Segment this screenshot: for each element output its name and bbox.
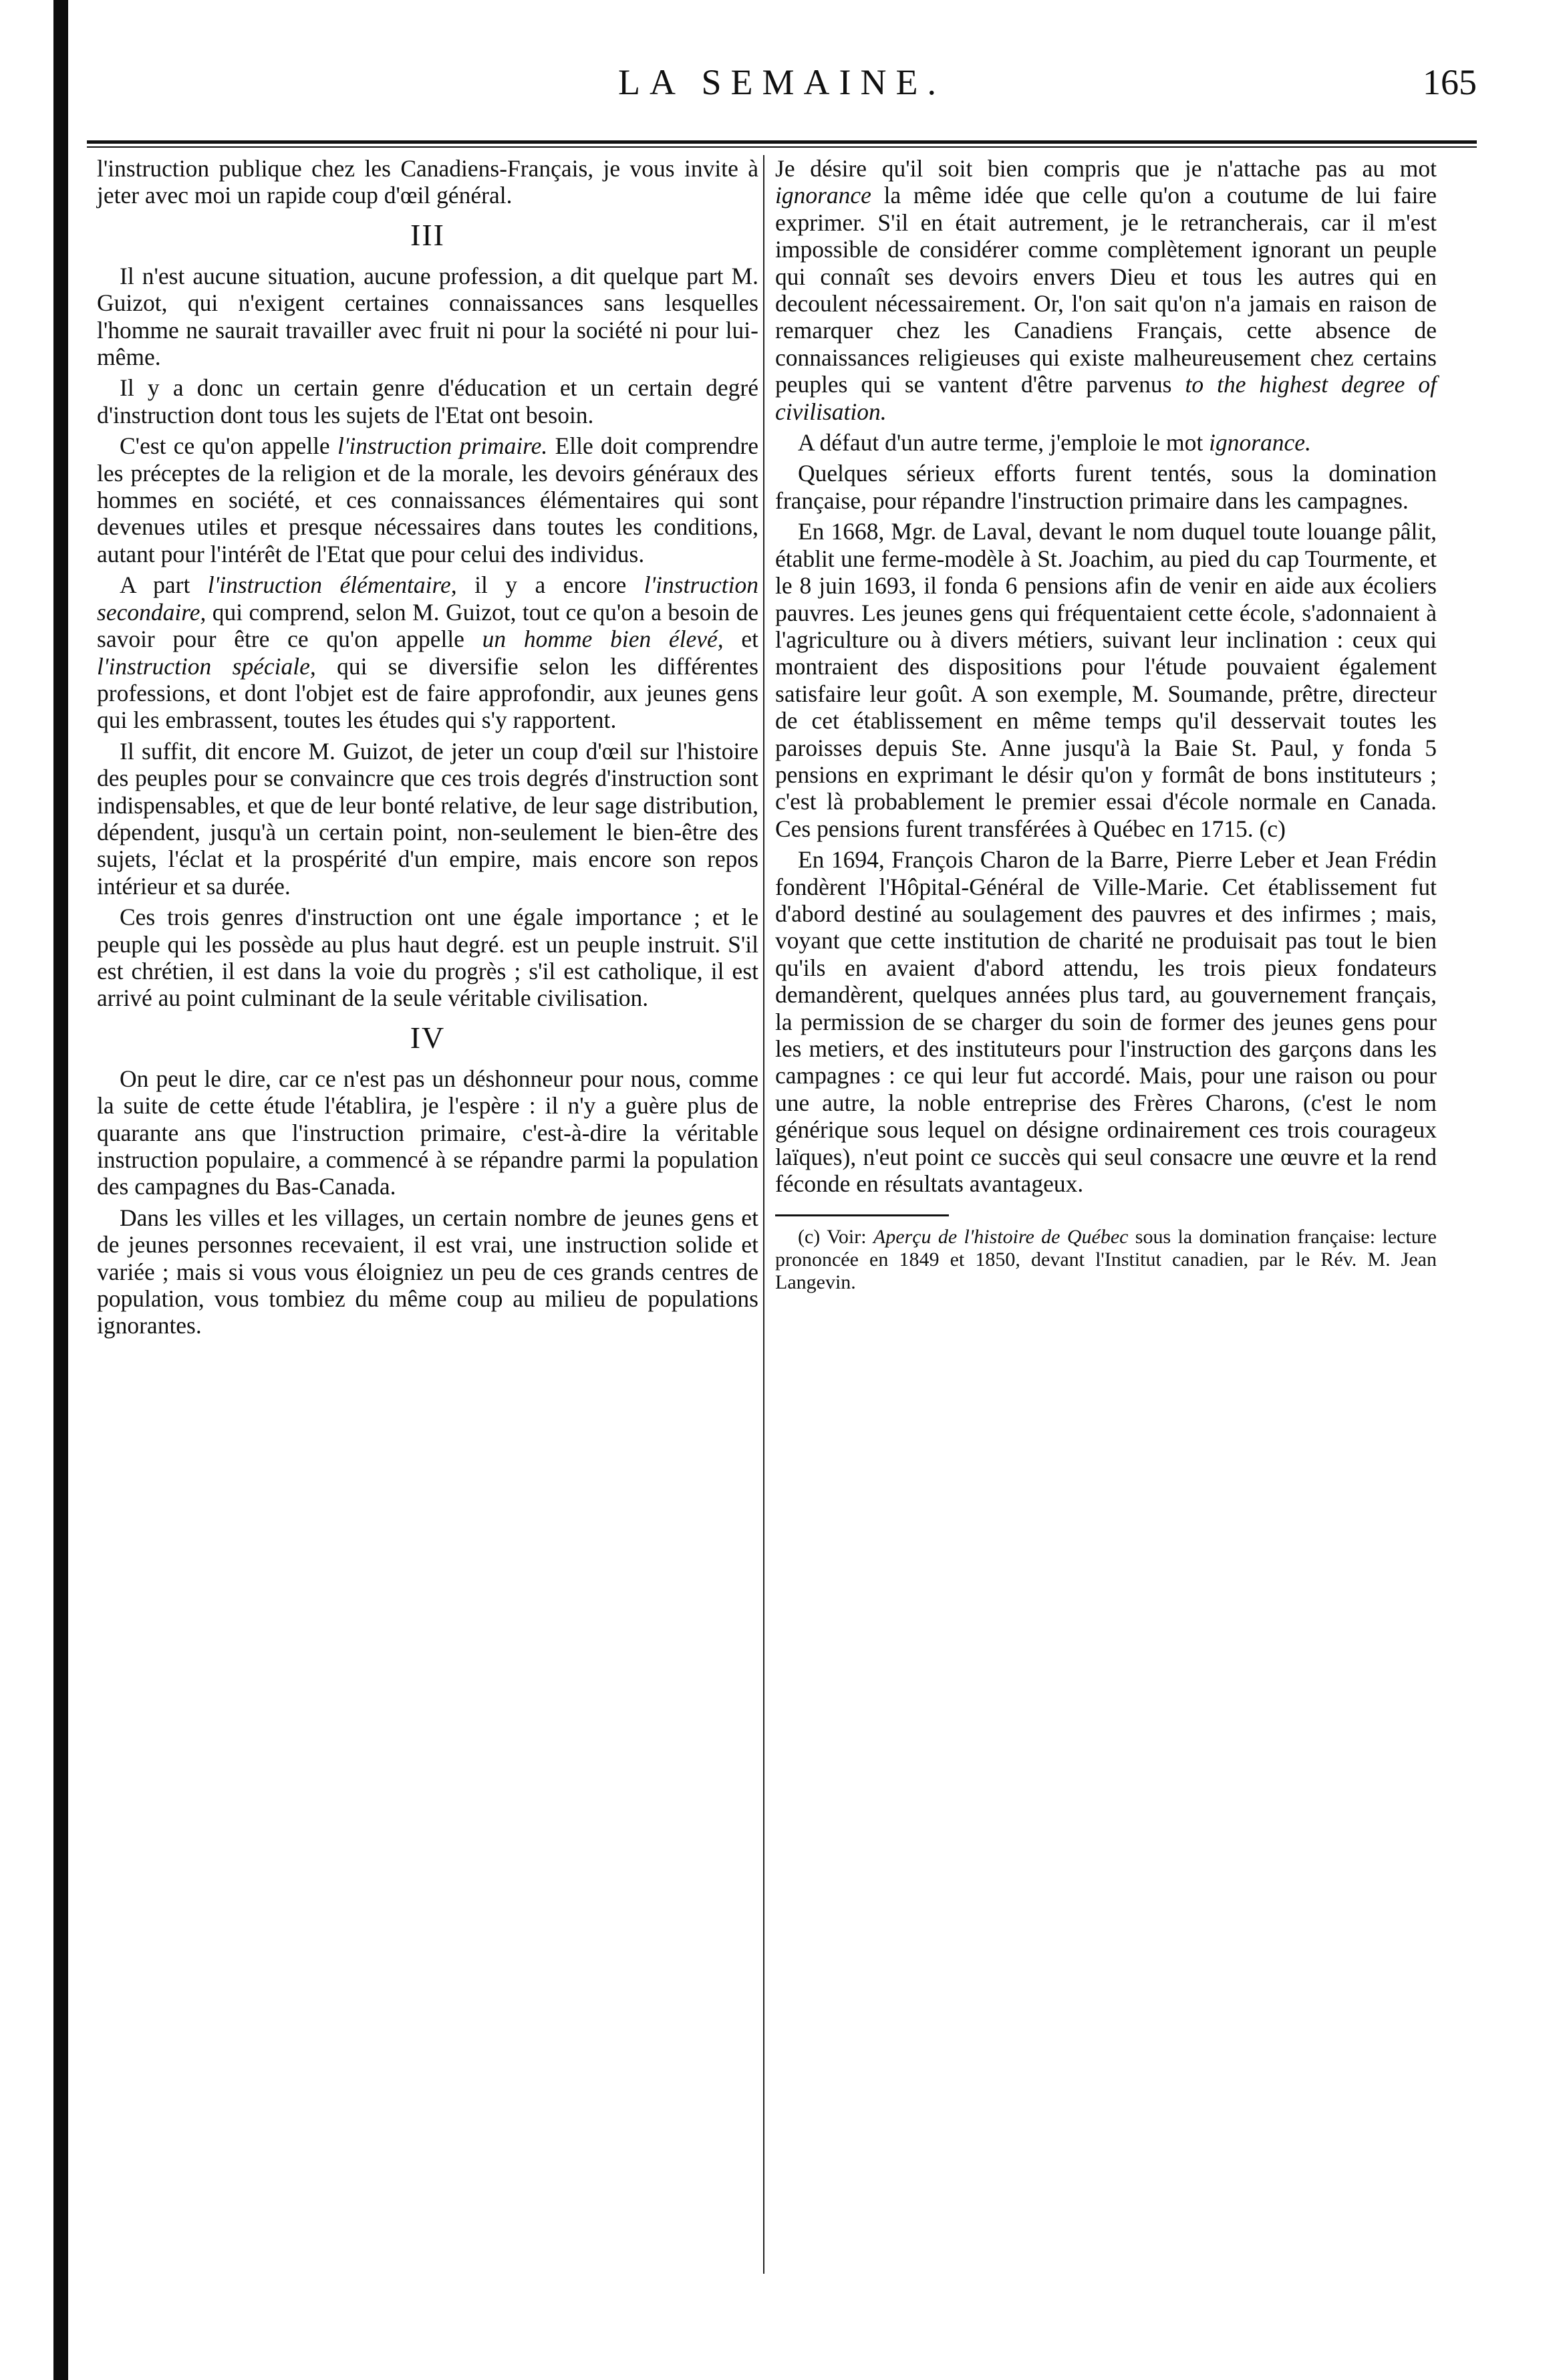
italic-term: ignorance bbox=[775, 182, 871, 209]
right-column bbox=[775, 155, 1437, 1298]
italic-term: to the highest degree of civilisation. bbox=[775, 371, 1437, 425]
italic-term: un homme bien élevé, bbox=[482, 626, 724, 653]
paragraph: l'instruction publique chez les Canadiens-Français, je vous invite à jeter avec moi un rapide coup d'œil général. bbox=[97, 155, 758, 209]
paragraph: En 1694, François Charon de la Barre, Pierre Leber et Jean Frédin fondèrent l'Hôpital-Général de Ville-Marie. Cet établissement fut d'abord destiné au soulagement des pauvres et des infirmes ; mais, voyant que cette institution de charité ne produisait pas tout le bien qu'ils en avaient d'abord attendu, les trois pieux fondateurs demandèrent, quelques années plus tard, au gouvernement français, la permission de se charger du soin de former des jeunes gens pour les metiers, et des instituteurs pour l'instruction des garçons dans les campagnes : ce qui leur fut accordé. Mais, pour une raison ou pour une autre, la noble entreprise des Frères Charons, (c'est le nom générique sous lequel on désigne ordinairement ces trois courageux laïques), n'eut point ce succès qui seul consacre une œuvre et la rend féconde en résultats avantageux. bbox=[775, 846, 1437, 1198]
italic-term: l'instruction élémentaire, bbox=[207, 571, 457, 599]
running-title: LA SEMAINE. bbox=[618, 62, 946, 102]
paragraph: Ces trois genres d'instruction ont une égale importance ; et le peuple qui les possède au plus haut degré. est un peuple instruit. S'il est chrétien, il est dans la voie du progrès ; s'il est catholique, il est arrivé au point culminant de la seule véritable civilisation. bbox=[97, 904, 758, 1012]
paragraph bbox=[775, 155, 1437, 425]
text-run: Elle doit comprendre les préceptes de la religion et de la morale, les devoirs généraux des hommes en société, et ces connaissances élémentaires qui sont devenues utiles et presque nécessaires dans toutes les conditions, autant pour l'intérêt de l'Etat que pour celui des individus. bbox=[97, 432, 758, 567]
text-run: la même idée que celle qu'on a coutume de lui faire exprimer. S'il en était autrement, je le retrancherais, car il m'est impossible de considérer comme complètement ignorant un peuple qui connaît ses devoirs envers Dieu et tous les autres qui en decoulent nécessairement. Or, l'on sait qu'on n'a jamais en raison de remarquer chez les Canadiens Français, cette absence de connaissances religieuses qui existe malheureusement chez certains peuples qui se vantent d'être parvenus bbox=[775, 182, 1437, 398]
paragraph bbox=[97, 432, 758, 567]
text-run: et bbox=[723, 626, 759, 653]
footnote-rule bbox=[775, 1214, 949, 1216]
left-column bbox=[97, 155, 758, 1343]
text-run: C'est ce qu'on appelle bbox=[120, 432, 337, 460]
italic-term: l'instruction spéciale, bbox=[97, 652, 316, 680]
page-number: 165 bbox=[1423, 62, 1477, 102]
paragraph: Il suffit, dit encore M. Guizot, de jeter un coup d'œil sur l'histoire des peuples pour se convaincre que ces trois degrés d'instruction sont indispensables, et que de leur bonté relative, de leur sage distribution, dépendent, jusqu'à un certain point, non-seulement le bien-être des sujets, l'éclat et la prospérité d'un empire, mais encore son repos intérieur et sa durée. bbox=[97, 737, 758, 900]
section-heading-iv: IV bbox=[410, 1020, 446, 1055]
paragraph: Il y a donc un certain genre d'éducation et un certain degré d'instruction dont tous les sujets de l'Etat ont besoin. bbox=[97, 374, 758, 428]
header-rule bbox=[87, 140, 1477, 144]
page-binding-edge bbox=[53, 0, 68, 2380]
text-run: il y a encore bbox=[456, 571, 644, 599]
text-run: A part bbox=[120, 571, 208, 599]
text-run: qui comprend, selon M. Guizot, tout ce qu'on a besoin de savoir pour être ce qu'on appelle bbox=[97, 598, 758, 653]
paragraph: En 1668, Mgr. de Laval, devant le nom duquel toute louange pâlit, établit une ferme-modèle à St. Joachim, au pied du cap Tourmente, et le 8 juin 1693, il fonda 6 pensions afin de venir en aide aux écoliers pauvres. Les jeunes gens qui fréquentaient cette école, s'adonnaient à l'agriculture ou à divers métiers, suivant leur inclination : ceux qui montraient des dispositions pour l'étude pouvaient également satisfaire leur goût. A son exemple, M. Soumande, prêtre, directeur de cet établissement en même temps qu'il desservait toutes les paroisses depuis Ste. Anne jusqu'à la Baie St. Paul, y fonda 5 pensions en exprimant le désir qu'on y formât de bons instituteurs ; c'est là probablement le premier essai d'école normale en Canada. Ces pensions furent transférées à Québec en 1715. (c) bbox=[775, 518, 1437, 842]
italic-term: l'instruction primaire. bbox=[337, 432, 548, 460]
section-heading-iii: III bbox=[410, 217, 445, 252]
text-run: Je désire qu'il soit bien compris que je n'attache pas au mot bbox=[775, 155, 1437, 182]
paragraph: Quelques sérieux efforts furent tentés, sous la domination française, pour répandre l'instruction primaire dans les campagnes. bbox=[775, 460, 1437, 514]
italic-term: l'instruction secondaire, bbox=[97, 571, 758, 626]
text-run: A défaut d'un autre terme, j'emploie le mot bbox=[798, 429, 1210, 456]
text-run: qui se diversifie selon les différentes professions, et dont l'objet est de faire approfondir, aux jeunes gens qui les embrassent, toutes les études qui s'y rapportent. bbox=[97, 652, 758, 734]
italic-term: ignorance. bbox=[1209, 429, 1311, 456]
italic-term: Aperçu de l'histoire de Québec bbox=[873, 1226, 1129, 1248]
footnote bbox=[775, 1226, 1437, 1294]
paragraph: Il n'est aucune situation, aucune profession, a dit quelque part M. Guizot, qui n'exigent certaines connaissances sans lesquelles l'homme ne saurait travailler avec fruit ni pour la société ni pour lui-même. bbox=[97, 262, 758, 371]
paragraph: On peut le dire, car ce n'est pas un déshonneur pour nous, comme la suite de cette étude l'établira, je l'espère : il n'y a guère plus de quarante ans que l'instruction primaire, c'est-à-dire la véritable instruction populaire, a commencé à se répandre parmi la population des campagnes du Bas-Canada. bbox=[97, 1065, 758, 1200]
text-run: (c) Voir: bbox=[798, 1226, 873, 1248]
text-run: sous la domination française: lecture prononcée en 1849 et 1850, devant l'Institut canadien, par le Rév. M. Jean Langevin. bbox=[775, 1226, 1437, 1294]
paragraph: Dans les villes et les villages, un certain nombre de jeunes gens et de jeunes personnes recevaient, il est vrai, une instruction solide et variée ; mais si vous vous éloigniez un peu de ces grands centres de population, vous tombiez du même coup au milieu de populations ignorantes. bbox=[97, 1204, 758, 1339]
page-header bbox=[87, 61, 1477, 128]
paragraph bbox=[775, 429, 1437, 456]
column-divider bbox=[763, 155, 764, 2274]
header-rule-thin bbox=[87, 146, 1477, 148]
paragraph bbox=[97, 571, 758, 733]
